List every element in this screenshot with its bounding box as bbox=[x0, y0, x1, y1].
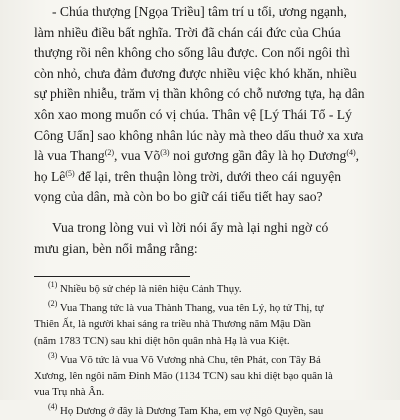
text-segment: để lại, trên thuận lòng trời, dưới theo cái nguyện bbox=[74, 168, 342, 184]
text-line: làm nhiều điều bất nghĩa. Trời đã chán cái đức của Chúa bbox=[34, 24, 341, 40]
text-line: Công Uẩn] sao không nhân lúc này mà theo dấu thuở xa xưa bbox=[34, 127, 364, 143]
footnote-text: Họ Dương ở đây là Dương Tam Kha, em vợ Ngô Quyền, sau bbox=[60, 405, 324, 418]
main-text bbox=[34, 2, 390, 259]
text-segment: họ Lê bbox=[34, 168, 66, 184]
text-line-with-refs bbox=[34, 167, 390, 188]
footnote-text: Nhiều bộ sử chép là niên hiệu Cảnh Thụy. bbox=[60, 283, 242, 295]
footnote-ref-5: (5) bbox=[65, 168, 75, 178]
footnote-line: Thiên Ất, là người khai sáng ra triều nhà Thương năm Mậu Dần bbox=[34, 318, 311, 331]
footnote-text: Vua Thang tức là vua Thành Thang, vua tên Lý, họ tử Thị, tự bbox=[59, 302, 324, 315]
footnote-1 bbox=[34, 281, 390, 297]
footnotes bbox=[34, 281, 390, 420]
footnote-marker: (1) bbox=[48, 280, 58, 289]
footnote-2 bbox=[34, 300, 390, 316]
footnote-marker: (3) bbox=[48, 350, 58, 360]
paragraph-gap bbox=[34, 208, 390, 218]
text-segment: noi gương gần đây là họ Dương bbox=[169, 148, 347, 164]
text-line: còn nhỏ, chưa đảm đương được nhiều việc khó khăn, nhiều bbox=[34, 65, 357, 81]
text-segment: , vua Võ bbox=[114, 148, 161, 164]
text-segment: , bbox=[355, 148, 360, 164]
text-line: - Chúa thượng [Ngọa Triều] tâm trí u tối, ương ngạnh, bbox=[52, 4, 347, 19]
text-segment: là vua Thang bbox=[34, 148, 105, 164]
text-line: mưu gian, bèn nổi mắng rằng: bbox=[34, 240, 198, 256]
text-line: Vua trong lòng vui vì lời nói ấy mà lại nghi ngờ có bbox=[52, 219, 329, 235]
footnote-line: (năm 1783 TCN) sau khi diệt hôn quân nhà Hạ là vua Kiệt. bbox=[34, 334, 290, 347]
footnote-marker: (4) bbox=[48, 402, 58, 412]
text-line: sự phiền nhiễu, trăm vị thần không có chỗ nương tựa, hạ dân bbox=[34, 86, 365, 102]
footnote-marker: (2) bbox=[48, 299, 58, 309]
text-line: vọng của dân, mà còn bo bo giữ cái tiểu tiết hay sao? bbox=[34, 189, 323, 205]
footnote-3 bbox=[34, 352, 390, 368]
footnote-line: vua Trụ nhà Ân. bbox=[34, 386, 105, 399]
text-line-with-refs bbox=[34, 146, 390, 167]
footnote-separator bbox=[34, 276, 190, 277]
footnote-text: Vua Võ tức là vua Võ Vương nhà Chu, tên Phát, con Tây Bá bbox=[59, 353, 321, 366]
footnote-line: Xương, lên ngôi năm Đinh Mão (1134 TCN) sau khi diệt bạo quân là bbox=[34, 370, 333, 383]
text-line: xôn xao mong muốn có vị chúa. Thân vệ [Lý Thái Tổ - Lý bbox=[34, 106, 352, 122]
footnote-ref-3: (3) bbox=[160, 148, 170, 158]
footnote-ref-2: (2) bbox=[104, 148, 115, 158]
footnote-ref-4: (4) bbox=[346, 148, 356, 158]
text-line: thượng rồi nên không cho sống lâu được. Con nối ngôi thì bbox=[34, 45, 351, 61]
footnote-4 bbox=[34, 403, 390, 419]
